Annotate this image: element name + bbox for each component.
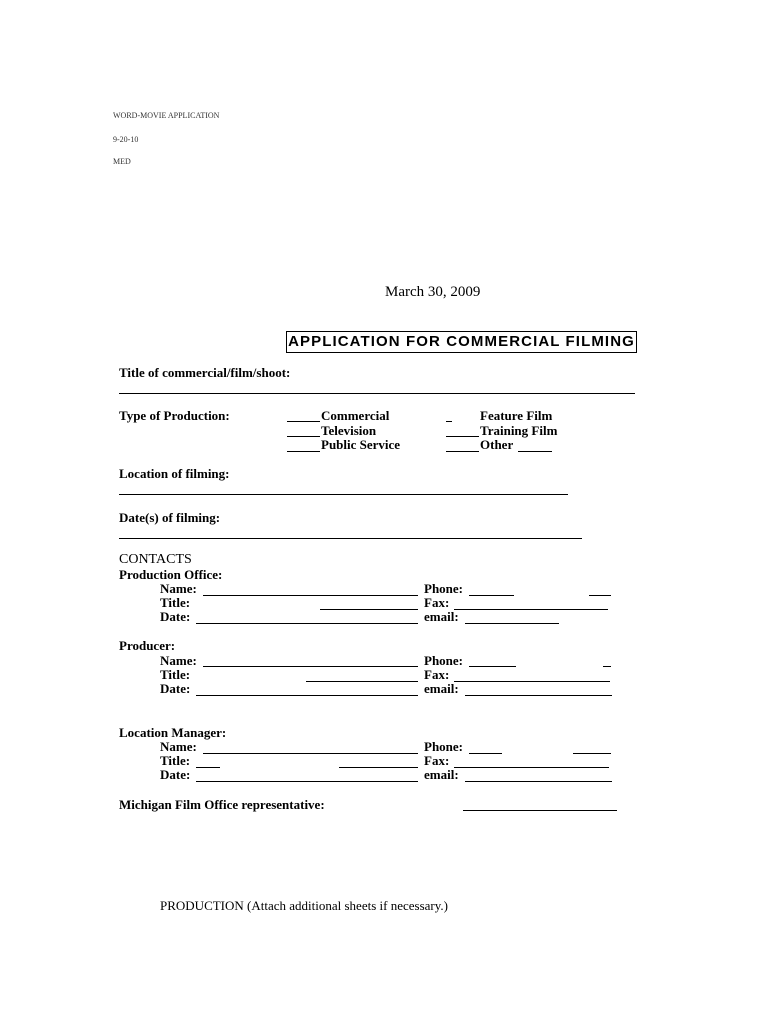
- production-office-fax-label: Fax:: [424, 595, 450, 610]
- other-checkbox-line[interactable]: [446, 451, 479, 452]
- training-film-checkbox-line[interactable]: [446, 436, 479, 437]
- author-initials: MED: [113, 157, 131, 166]
- location-manager-title-label: Title:: [160, 753, 191, 768]
- producer-heading: Producer:: [119, 638, 176, 653]
- producer-date-label: Date:: [160, 681, 191, 696]
- location-of-filming-label: Location of filming:: [119, 466, 230, 481]
- production-office-phone-ext-field[interactable]: [589, 595, 611, 596]
- producer-fax-label: Fax:: [424, 667, 450, 682]
- location-manager-title-field-b[interactable]: [339, 767, 418, 768]
- production-office-heading: Production Office:: [119, 567, 223, 582]
- location-manager-title-field-a[interactable]: [196, 767, 220, 768]
- location-manager-name-field[interactable]: [203, 753, 418, 754]
- document-code-date: 9-20-10: [113, 135, 139, 144]
- producer-fax-field[interactable]: [454, 681, 610, 682]
- production-office-date-field[interactable]: [196, 623, 418, 624]
- producer-phone-ext-field[interactable]: [603, 666, 611, 667]
- contacts-heading: CONTACTS: [119, 552, 192, 567]
- location-manager-phone-field[interactable]: [469, 753, 502, 754]
- location-manager-fax-label: Fax:: [424, 753, 450, 768]
- public-service-option: Public Service: [321, 437, 401, 452]
- location-of-filming-field[interactable]: [119, 494, 568, 495]
- producer-email-label: email:: [424, 681, 459, 696]
- other-option: Other: [480, 437, 514, 452]
- location-manager-email-field[interactable]: [465, 781, 612, 782]
- location-manager-phone-ext-field[interactable]: [573, 753, 611, 754]
- production-office-phone-field[interactable]: [469, 595, 514, 596]
- location-manager-heading: Location Manager:: [119, 725, 227, 740]
- production-office-email-label: email:: [424, 609, 459, 624]
- producer-name-label: Name:: [160, 653, 197, 668]
- other-specify-field[interactable]: [518, 451, 552, 452]
- mfo-representative-label: Michigan Film Office representative:: [119, 797, 325, 812]
- production-office-email-field[interactable]: [465, 623, 559, 624]
- producer-title-field[interactable]: [306, 681, 418, 682]
- producer-phone-field[interactable]: [469, 666, 516, 667]
- producer-date-field[interactable]: [196, 695, 418, 696]
- television-option: Television: [321, 423, 377, 438]
- production-office-name-label: Name:: [160, 581, 197, 596]
- form-title: APPLICATION FOR COMMERCIAL FILMING: [286, 331, 637, 353]
- location-manager-date-label: Date:: [160, 767, 191, 782]
- producer-name-field[interactable]: [203, 666, 418, 667]
- production-section-heading: PRODUCTION (Attach additional sheets if necessary.): [160, 898, 448, 913]
- feature-film-option: Feature Film: [480, 408, 553, 423]
- producer-title-label: Title:: [160, 667, 191, 682]
- location-manager-email-label: email:: [424, 767, 459, 782]
- location-manager-name-label: Name:: [160, 739, 197, 754]
- title-of-commercial-field[interactable]: [119, 393, 635, 394]
- production-office-name-field[interactable]: [203, 595, 418, 596]
- public-service-checkbox-line[interactable]: [287, 451, 320, 452]
- production-office-date-label: Date:: [160, 609, 191, 624]
- location-manager-fax-field[interactable]: [454, 767, 609, 768]
- producer-phone-label: Phone:: [424, 653, 463, 668]
- title-of-commercial-label: Title of commercial/film/shoot:: [119, 365, 291, 380]
- document-name: WORD-MOVIE APPLICATION: [113, 111, 220, 120]
- type-of-production-label: Type of Production:: [119, 408, 230, 423]
- production-office-title-label: Title:: [160, 595, 191, 610]
- location-manager-phone-label: Phone:: [424, 739, 463, 754]
- dates-of-filming-field[interactable]: [119, 538, 582, 539]
- production-office-phone-label: Phone:: [424, 581, 463, 596]
- mfo-representative-field[interactable]: [463, 810, 617, 811]
- letter-date: March 30, 2009: [385, 284, 481, 300]
- production-office-title-field[interactable]: [320, 609, 418, 610]
- dates-of-filming-label: Date(s) of filming:: [119, 510, 221, 525]
- television-checkbox-line[interactable]: [287, 436, 320, 437]
- location-manager-date-field[interactable]: [196, 781, 418, 782]
- producer-email-field[interactable]: [465, 695, 612, 696]
- commercial-checkbox-line[interactable]: [287, 421, 320, 422]
- feature-film-checkbox-line[interactable]: [446, 421, 452, 422]
- production-office-fax-field[interactable]: [454, 609, 608, 610]
- commercial-option: Commercial: [321, 408, 390, 423]
- training-film-option: Training Film: [480, 423, 558, 438]
